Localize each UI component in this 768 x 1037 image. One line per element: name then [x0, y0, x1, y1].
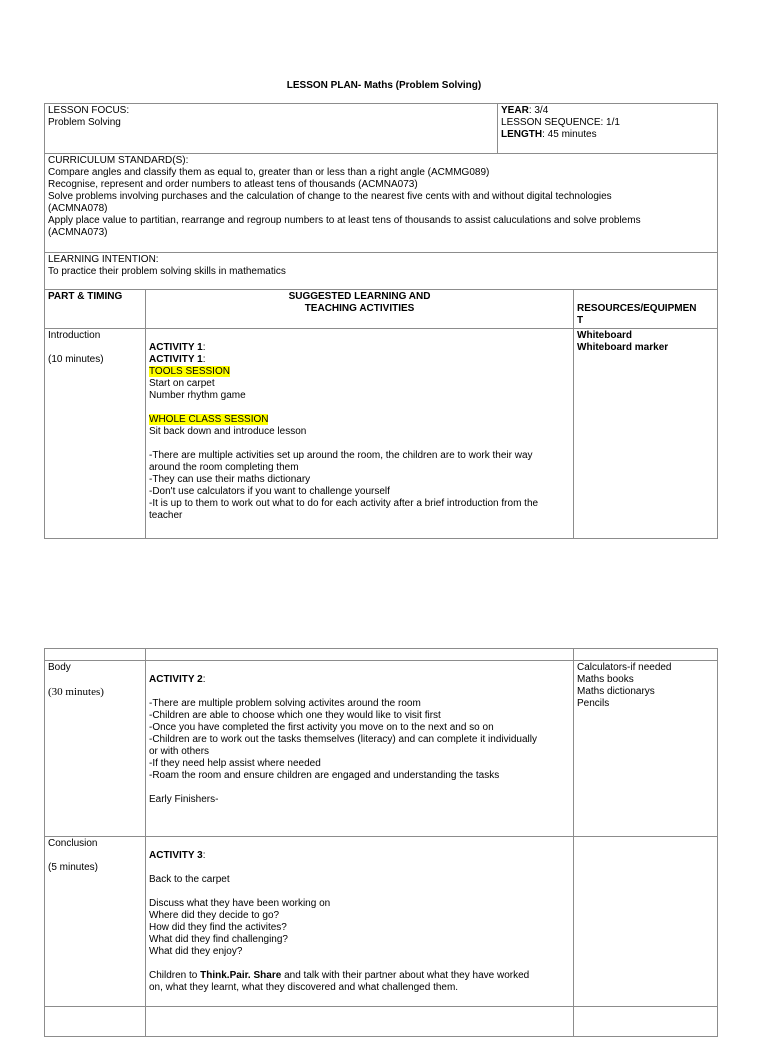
learning-intention-label: LEARNING INTENTION: — [48, 254, 159, 265]
year-value: : 3/4 — [528, 105, 549, 116]
resource-item: Whiteboard marker — [577, 342, 669, 353]
text-line: Back to the carpet — [149, 874, 230, 885]
resource-item: Pencils — [577, 698, 610, 709]
intro-activities-cell: ACTIVITY 1: ACTIVITY 1: TOOLS SESSION Start on carpet Number rhythm game WHOLE CLASS SESSION Sit back down and introduce lesson -There are multiple activities set up around the room, the children are to work their way around the room completing them -They can use their maths dictionary -Don't use calculators if you want to challenge yourself -It is up to them to work out what to do for each activity after a brief introduction from the teacher — [146, 329, 574, 539]
activity-heading: ACTIVITY 1 — [149, 342, 203, 353]
text-line: -There are multiple activities set up around the room, the children are to work their way — [149, 450, 533, 461]
text-line: or with others — [149, 746, 210, 757]
text-line: Start on carpet — [149, 378, 215, 389]
conclusion-part-label: Conclusion — [48, 838, 98, 849]
text-line: Sit back down and introduce lesson — [149, 426, 307, 437]
body-part-cell — [45, 661, 146, 837]
intro-part-cell — [45, 329, 146, 539]
think-pair-share-line: Children to Think.Pair. Share and talk with their partner about what they have worked — [149, 970, 530, 981]
curriculum-line: Solve problems involving purchases and the calculation of change to the nearest five cents with and without digital technologies — [48, 191, 612, 202]
lesson-focus-cell — [45, 104, 498, 154]
year-label: YEAR — [501, 105, 529, 116]
body-resources-cell — [574, 661, 718, 837]
curriculum-label: CURRICULUM STANDARD(S): — [48, 155, 189, 166]
activity-heading: ACTIVITY 3 — [149, 850, 203, 861]
lesson-sequence: LESSON SEQUENCE: 1/1 — [501, 117, 620, 128]
text-line: What did they enjoy? — [149, 946, 243, 957]
curriculum-line: (ACMNA078) — [48, 203, 108, 214]
activity-heading: ACTIVITY 1 — [149, 354, 203, 365]
body-timing: (30 minutes) — [48, 686, 104, 698]
length-value: : 45 minutes — [542, 129, 597, 140]
text-line: teacher — [149, 510, 183, 521]
text-line: -There are multiple problem solving activites around the room — [149, 698, 421, 709]
learning-intention-value: To practice their problem solving skills in mathematics — [48, 266, 286, 277]
text-line: -They can use their maths dictionary — [149, 474, 311, 485]
lesson-focus-value: Problem Solving — [48, 117, 121, 128]
whole-class-session-highlight: WHOLE CLASS SESSION — [149, 414, 269, 425]
lesson-focus-label: LESSON FOCUS: — [48, 105, 130, 116]
curriculum-cell — [45, 154, 718, 253]
intro-resources-cell — [574, 329, 718, 539]
text-line: -If they need help assist where needed — [149, 758, 321, 769]
resource-item: Calculators-if needed — [577, 662, 672, 673]
resource-item: Maths dictionarys — [577, 686, 655, 697]
lesson-meta-cell — [498, 104, 718, 154]
text-line: -Roam the room and ensure children are engaged and understanding the tasks — [149, 770, 500, 781]
text-line: around the room completing them — [149, 462, 299, 473]
resource-item: Maths books — [577, 674, 634, 685]
page-title: LESSON PLAN- Maths (Problem Solving) — [286, 80, 482, 91]
body-part-label: Body — [48, 662, 71, 673]
curriculum-line: Apply place value to partitian, rearrange and regroup numbers to at least tens of thousands to assist caluculations and solve problems — [48, 215, 641, 226]
column-header-activities: SUGGESTED LEARNING AND TEACHING ACTIVITIES — [146, 290, 574, 329]
text-line: Discuss what they have been working on — [149, 898, 331, 909]
intro-part-label: Introduction — [48, 330, 101, 341]
curriculum-line: (ACMNA073) — [48, 227, 108, 238]
activity-heading: ACTIVITY 2 — [149, 674, 203, 685]
intro-timing: (10 minutes) — [48, 354, 104, 365]
text-line: How did they find the activites? — [149, 922, 287, 933]
conclusion-activities-cell: ACTIVITY 3: Back to the carpet Discuss what they have been working on Where did they decide to go? How did they find the activites? What did they find challenging? What did they enjoy? Children to Think.Pair. Share and talk with their partner about what they have worked on, what they learnt, what they discovered and what challenged them. — [146, 837, 574, 1007]
column-header-part: PART & TIMING — [45, 290, 146, 329]
curriculum-line: Recognise, represent and order numbers to atleast tens of thousands (ACMNA073) — [48, 179, 418, 190]
lesson-plan-table-page1 — [44, 103, 718, 539]
text-line: on, what they learnt, what they discovered and what challenged them. — [149, 982, 459, 993]
conclusion-resources-cell — [574, 837, 718, 1007]
text-line: -Children are able to choose which one they would like to visit first — [149, 710, 441, 721]
text-line: -Once you have completed the first activity you move on to the next and so on — [149, 722, 494, 733]
column-header-resources: RESOURCES/EQUIPMEN T — [574, 290, 718, 329]
conclusion-part-cell — [45, 837, 146, 1007]
text-line: What did they find challenging? — [149, 934, 288, 945]
tools-session-highlight: TOOLS SESSION — [149, 366, 230, 377]
text-line: -Children are to work out the tasks themselves (literacy) and can complete it individually — [149, 734, 537, 745]
text-line: Where did they decide to go? — [149, 910, 280, 921]
lesson-plan-table-page2 — [44, 648, 718, 1037]
text-line: -Don't use calculators if you want to challenge yourself — [149, 486, 390, 497]
curriculum-line: Compare angles and classify them as equal to, greater than or less than a right angle (ACMMG089) — [48, 167, 490, 178]
body-activities-cell: ACTIVITY 2: -There are multiple problem solving activites around the room -Children are able to choose which one they would like to visit first -Once you have completed the first activity you move on to the next and so on -Children are to work out the tasks themselves (literacy) and can complete it individually or with others -If they need help assist where needed -Roam the room and ensure children are engaged and understanding the tasks Early Finishers- — [146, 661, 574, 837]
learning-intention-cell — [45, 253, 718, 290]
length-label: LENGTH — [501, 129, 543, 140]
text-line: -It is up to them to work out what to do for each activity after a brief introduction from the — [149, 498, 539, 509]
conclusion-timing: (5 minutes) — [48, 862, 99, 873]
text-line: Number rhythm game — [149, 390, 246, 401]
early-finishers: Early Finishers- — [149, 794, 219, 805]
resource-item: Whiteboard — [577, 330, 633, 341]
